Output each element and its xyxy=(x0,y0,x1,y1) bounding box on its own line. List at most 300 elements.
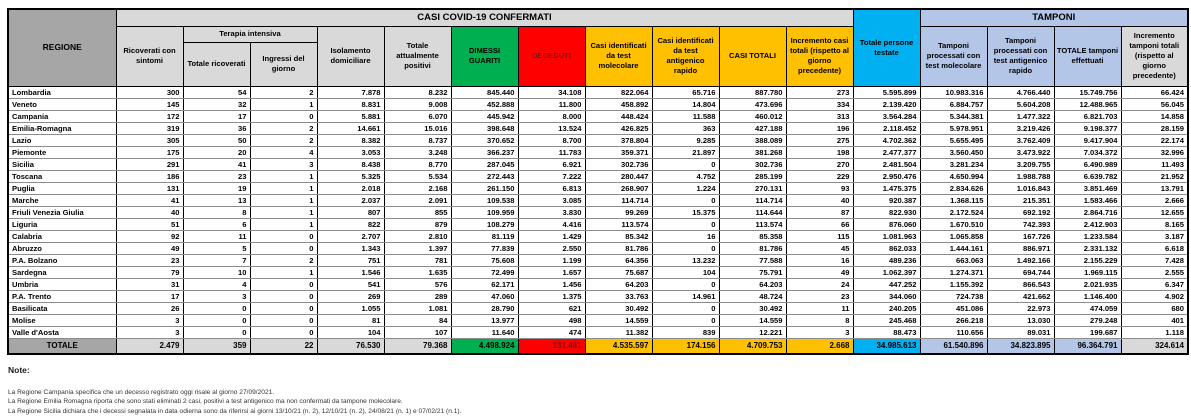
cell-terapia-totale: 11 xyxy=(183,230,250,242)
cell-incremento-casi: 115 xyxy=(786,230,853,242)
header-incremento-casi: Incremento casi totali (rispetto al giorno precedente) xyxy=(786,26,853,86)
cell-incremento-tamponi: 56.045 xyxy=(1121,98,1188,110)
cell-incremento-tamponi: 14.858 xyxy=(1121,110,1188,122)
cell-tamponi-totale: 199.687 xyxy=(1054,326,1121,338)
cell-regione: Lazio xyxy=(8,134,116,146)
cell-tamponi-totale: 12.488.965 xyxy=(1054,98,1121,110)
cell-persone-testate: 876.060 xyxy=(853,218,920,230)
cell-isolamento: 1.055 xyxy=(317,302,384,314)
cell-terapia-ingressi: 2 xyxy=(250,86,317,98)
table-row xyxy=(8,86,1188,98)
cell-regione: Liguria xyxy=(8,218,116,230)
cell-casi-totali: 12.221 xyxy=(719,326,786,338)
cell-isolamento: 104 xyxy=(317,326,384,338)
cell-dimessi-guariti: 366.237 xyxy=(451,146,518,158)
cell-tamponi-totale: 9.417.904 xyxy=(1054,134,1121,146)
table-row xyxy=(8,146,1188,158)
cell-isolamento: 807 xyxy=(317,206,384,218)
header-attualmente-positivi: Totale attualmente positivi xyxy=(384,26,451,86)
cell-dimessi-guariti: 62.171 xyxy=(451,278,518,290)
cell-persone-testate: 822.930 xyxy=(853,206,920,218)
cell-incremento-tamponi: 401 xyxy=(1121,314,1188,326)
cell-casi-totali: 77.588 xyxy=(719,254,786,266)
cell-terapia-ingressi: 0 xyxy=(250,110,317,122)
cell-terapia-ingressi: 2 xyxy=(250,122,317,134)
cell-terapia-totale: 5 xyxy=(183,242,250,254)
cell-casi-antigenico: 65.716 xyxy=(652,86,719,98)
cell-casi-molecolare: 75.687 xyxy=(585,266,652,278)
cell-terapia-ingressi: 1 xyxy=(250,98,317,110)
cell-incremento-casi: 16 xyxy=(786,254,853,266)
cell-dimessi-guariti: 108.279 xyxy=(451,218,518,230)
header-tamponi-totale: TOTALE tamponi effettuati xyxy=(1054,26,1121,86)
cell-casi-antigenico: 16 xyxy=(652,230,719,242)
cell-regione: Marche xyxy=(8,194,116,206)
cell-regione: Abruzzo xyxy=(8,242,116,254)
cell-attualmente-positivi: 781 xyxy=(384,254,451,266)
cell-isolamento: 7.878 xyxy=(317,86,384,98)
header-incremento-tamponi: Incremento tamponi totali (rispetto al giorno precedente) xyxy=(1121,26,1188,86)
cell-terapia-ingressi: 3 xyxy=(250,158,317,170)
cell-casi-antigenico: 0 xyxy=(652,314,719,326)
cell-ricoverati-sintomi: 291 xyxy=(116,158,183,170)
cell-terapia-ingressi: 4 xyxy=(250,146,317,158)
table-row xyxy=(8,314,1188,326)
table-row xyxy=(8,194,1188,206)
cell-terapia-totale: 17 xyxy=(183,110,250,122)
cell-terapia-totale: 10 xyxy=(183,266,250,278)
cell-deceduti: 1.657 xyxy=(518,266,585,278)
cell-persone-testate: 2.139.420 xyxy=(853,98,920,110)
cell-attualmente-positivi: 2.810 xyxy=(384,230,451,242)
cell-regione: Piemonte xyxy=(8,146,116,158)
cell-isolamento: 541 xyxy=(317,278,384,290)
cell-dimessi-guariti: 75.608 xyxy=(451,254,518,266)
header-casi-test-molecolare: Casi identificati da test molecolare xyxy=(585,26,652,86)
cell-casi-molecolare: 280.447 xyxy=(585,170,652,182)
note-line: La Regione Sicilia dichiara che i decessi segnalata in data odierna sono da riferirsi ai giorni 13/10/21 (n. 2), 12/10/21 (n. 2), 24/08/21 (n. 1) e 07/02/21 (n.1). xyxy=(8,407,462,415)
cell-terapia-ingressi: 0 xyxy=(250,278,317,290)
cell-incremento-casi: 334 xyxy=(786,98,853,110)
cell-incremento-casi: 270 xyxy=(786,158,853,170)
cell-casi-totali: 81.786 xyxy=(719,242,786,254)
cell-attualmente-positivi: 15.016 xyxy=(384,122,451,134)
note-line: La Regione Emilia Romagna riporta che sono stati eliminati 2 casi, positivi a test antigenico ma non confermati da tampone molecolare. xyxy=(8,398,403,406)
cell-casi-antigenico: 1.224 xyxy=(652,182,719,194)
cell-terapia-ingressi: 0 xyxy=(250,242,317,254)
covid-table xyxy=(7,8,1189,355)
cell-persone-testate: 2.477.377 xyxy=(853,146,920,158)
cell-tamponi-totale: 279.248 xyxy=(1054,314,1121,326)
cell-tamponi-antigenico: 167.726 xyxy=(987,230,1054,242)
cell-tamponi-antigenico: 886.971 xyxy=(987,242,1054,254)
cell-casi-molecolare: 448.424 xyxy=(585,110,652,122)
cell-ricoverati-sintomi: 40 xyxy=(116,206,183,218)
cell-terapia-totale: 8 xyxy=(183,206,250,218)
cell-casi-molecolare: 81.786 xyxy=(585,242,652,254)
cell-casi-totali: 64.203 xyxy=(719,278,786,290)
cell-tamponi-molecolare: 5.344.381 xyxy=(920,110,987,122)
notes-lines xyxy=(8,388,1191,417)
cell-tamponi-molecolare: 1.444.161 xyxy=(920,242,987,254)
cell-regione: Basilicata xyxy=(8,302,116,314)
cell-persone-testate: 3.564.284 xyxy=(853,110,920,122)
cell-regione: P.A. Bolzano xyxy=(8,254,116,266)
cell-deceduti: 1.375 xyxy=(518,290,585,302)
cell-persone-testate: 1.081.963 xyxy=(853,230,920,242)
header-tamponi-molecolare: Tamponi processati con test molecolare xyxy=(920,26,987,86)
cell-deceduti: 6.921 xyxy=(518,158,585,170)
cell-persone-testate: 2.481.504 xyxy=(853,158,920,170)
header-terapia-intensiva: Terapia intensiva xyxy=(183,26,317,42)
cell-terapia-totale: 0 xyxy=(183,326,250,338)
cell-tamponi-molecolare: 2.172.524 xyxy=(920,206,987,218)
cell-tamponi-antigenico: 866.543 xyxy=(987,278,1054,290)
cell-ricoverati-sintomi: 305 xyxy=(116,134,183,146)
cell-persone-testate: 88.473 xyxy=(853,326,920,338)
cell-isolamento: 2.037 xyxy=(317,194,384,206)
cell-casi-antigenico: 0 xyxy=(652,194,719,206)
cell-persone-testate: 2.118.452 xyxy=(853,122,920,134)
cell-attualmente-positivi: 2.168 xyxy=(384,182,451,194)
cell-ricoverati-sintomi: 172 xyxy=(116,110,183,122)
cell-ricoverati-sintomi: 17 xyxy=(116,290,183,302)
totale-cell-incremento-tamponi: 324.614 xyxy=(1121,338,1188,354)
table-row xyxy=(8,122,1188,134)
cell-isolamento: 81 xyxy=(317,314,384,326)
cell-dimessi-guariti: 452.888 xyxy=(451,98,518,110)
cell-ricoverati-sintomi: 300 xyxy=(116,86,183,98)
totale-cell-tamponi-totale: 96.364.791 xyxy=(1054,338,1121,354)
cell-tamponi-antigenico: 5.604.208 xyxy=(987,98,1054,110)
cell-incremento-tamponi: 2.666 xyxy=(1121,194,1188,206)
cell-terapia-ingressi: 0 xyxy=(250,290,317,302)
cell-isolamento: 269 xyxy=(317,290,384,302)
cell-casi-antigenico: 14.961 xyxy=(652,290,719,302)
cell-tamponi-antigenico: 22.973 xyxy=(987,302,1054,314)
cell-casi-totali: 285.199 xyxy=(719,170,786,182)
cell-dimessi-guariti: 845.440 xyxy=(451,86,518,98)
cell-ricoverati-sintomi: 49 xyxy=(116,242,183,254)
cell-tamponi-totale: 6.639.782 xyxy=(1054,170,1121,182)
cell-casi-molecolare: 114.714 xyxy=(585,194,652,206)
cell-tamponi-antigenico: 1.492.166 xyxy=(987,254,1054,266)
cell-isolamento: 8.438 xyxy=(317,158,384,170)
cell-casi-antigenico: 104 xyxy=(652,266,719,278)
cell-terapia-totale: 23 xyxy=(183,170,250,182)
cell-ricoverati-sintomi: 31 xyxy=(116,278,183,290)
cell-incremento-casi: 313 xyxy=(786,110,853,122)
cell-incremento-tamponi: 1.118 xyxy=(1121,326,1188,338)
cell-tamponi-totale: 2.155.229 xyxy=(1054,254,1121,266)
cell-casi-antigenico: 363 xyxy=(652,122,719,134)
cell-casi-antigenico: 14.804 xyxy=(652,98,719,110)
cell-incremento-casi: 87 xyxy=(786,206,853,218)
cell-casi-molecolare: 64.203 xyxy=(585,278,652,290)
cell-deceduti: 498 xyxy=(518,314,585,326)
totale-row xyxy=(8,338,1188,354)
cell-deceduti: 11.783 xyxy=(518,146,585,158)
cell-terapia-totale: 4 xyxy=(183,278,250,290)
table-row xyxy=(8,230,1188,242)
cell-terapia-ingressi: 0 xyxy=(250,314,317,326)
cell-tamponi-antigenico: 694.744 xyxy=(987,266,1054,278)
totale-cell-terapia-ingressi: 22 xyxy=(250,338,317,354)
cell-casi-molecolare: 33.763 xyxy=(585,290,652,302)
cell-dimessi-guariti: 81.119 xyxy=(451,230,518,242)
cell-terapia-ingressi: 2 xyxy=(250,254,317,266)
cell-tamponi-totale: 6.490.989 xyxy=(1054,158,1121,170)
table-row xyxy=(8,98,1188,110)
cell-deceduti: 3.085 xyxy=(518,194,585,206)
cell-dimessi-guariti: 370.652 xyxy=(451,134,518,146)
cell-dimessi-guariti: 109.959 xyxy=(451,206,518,218)
header-casi-test-antigenico: Casi identificati da test antigenico rapido xyxy=(652,26,719,86)
table-header xyxy=(8,9,1188,86)
cell-deceduti: 13.524 xyxy=(518,122,585,134)
cell-attualmente-positivi: 2.091 xyxy=(384,194,451,206)
cell-regione: Veneto xyxy=(8,98,116,110)
cell-tamponi-totale: 2.021.935 xyxy=(1054,278,1121,290)
cell-deceduti: 474 xyxy=(518,326,585,338)
cell-incremento-casi: 273 xyxy=(786,86,853,98)
cell-terapia-ingressi: 1 xyxy=(250,170,317,182)
cell-regione: Emilia-Romagna xyxy=(8,122,116,134)
cell-casi-molecolare: 822.064 xyxy=(585,86,652,98)
table-body xyxy=(8,86,1188,354)
cell-dimessi-guariti: 272.443 xyxy=(451,170,518,182)
cell-persone-testate: 5.595.899 xyxy=(853,86,920,98)
cell-deceduti: 1.429 xyxy=(518,230,585,242)
cell-attualmente-positivi: 3.248 xyxy=(384,146,451,158)
cell-tamponi-antigenico: 1.988.788 xyxy=(987,170,1054,182)
totale-cell-isolamento: 76.530 xyxy=(317,338,384,354)
cell-casi-totali: 460.012 xyxy=(719,110,786,122)
cell-casi-molecolare: 268.907 xyxy=(585,182,652,194)
header-dimessi-guariti: DIMESSI GUARITI xyxy=(451,26,518,86)
notes-title: Note: xyxy=(8,364,30,375)
cell-attualmente-positivi: 8.737 xyxy=(384,134,451,146)
cell-isolamento: 8.831 xyxy=(317,98,384,110)
cell-terapia-totale: 0 xyxy=(183,302,250,314)
cell-dimessi-guariti: 47.060 xyxy=(451,290,518,302)
cell-isolamento: 2.018 xyxy=(317,182,384,194)
cell-casi-antigenico: 0 xyxy=(652,278,719,290)
table-row xyxy=(8,170,1188,182)
cell-casi-totali: 48.724 xyxy=(719,290,786,302)
cell-ricoverati-sintomi: 41 xyxy=(116,194,183,206)
cell-incremento-casi: 3 xyxy=(786,326,853,338)
cell-casi-totali: 14.559 xyxy=(719,314,786,326)
cell-casi-totali: 388.089 xyxy=(719,134,786,146)
cell-terapia-ingressi: 1 xyxy=(250,266,317,278)
cell-tamponi-antigenico: 13.030 xyxy=(987,314,1054,326)
cell-casi-molecolare: 85.342 xyxy=(585,230,652,242)
cell-incremento-tamponi: 28.159 xyxy=(1121,122,1188,134)
cell-deceduti: 34.108 xyxy=(518,86,585,98)
cell-isolamento: 2.707 xyxy=(317,230,384,242)
covid-report-page xyxy=(0,8,1191,419)
cell-casi-molecolare: 426.825 xyxy=(585,122,652,134)
totale-cell-deceduti: 131.461 xyxy=(518,338,585,354)
cell-tamponi-antigenico: 3.762.409 xyxy=(987,134,1054,146)
totale-cell-terapia-totale: 359 xyxy=(183,338,250,354)
table-row xyxy=(8,182,1188,194)
cell-tamponi-totale: 2.412.903 xyxy=(1054,218,1121,230)
cell-ricoverati-sintomi: 26 xyxy=(116,302,183,314)
cell-casi-antigenico: 0 xyxy=(652,242,719,254)
cell-incremento-tamponi: 8.165 xyxy=(1121,218,1188,230)
cell-casi-molecolare: 30.492 xyxy=(585,302,652,314)
cell-incremento-casi: 45 xyxy=(786,242,853,254)
totale-cell-casi-molecolare: 4.535.597 xyxy=(585,338,652,354)
cell-tamponi-molecolare: 6.884.757 xyxy=(920,98,987,110)
cell-incremento-tamponi: 680 xyxy=(1121,302,1188,314)
cell-attualmente-positivi: 576 xyxy=(384,278,451,290)
cell-regione: P.A. Trento xyxy=(8,290,116,302)
cell-attualmente-positivi: 1.397 xyxy=(384,242,451,254)
cell-casi-antigenico: 21.897 xyxy=(652,146,719,158)
cell-tamponi-molecolare: 1.155.392 xyxy=(920,278,987,290)
cell-casi-totali: 427.188 xyxy=(719,122,786,134)
cell-persone-testate: 4.702.362 xyxy=(853,134,920,146)
cell-tamponi-totale: 15.749.756 xyxy=(1054,86,1121,98)
cell-tamponi-molecolare: 110.656 xyxy=(920,326,987,338)
cell-regione: Friuli Venezia Giulia xyxy=(8,206,116,218)
cell-dimessi-guariti: 398.648 xyxy=(451,122,518,134)
cell-ricoverati-sintomi: 131 xyxy=(116,182,183,194)
totale-cell-dimessi-guariti: 4.498.924 xyxy=(451,338,518,354)
cell-deceduti: 1.199 xyxy=(518,254,585,266)
cell-tamponi-antigenico: 1.477.322 xyxy=(987,110,1054,122)
cell-incremento-tamponi: 21.952 xyxy=(1121,170,1188,182)
totale-cell-tamponi-molecolare: 61.540.896 xyxy=(920,338,987,354)
cell-incremento-tamponi: 2.555 xyxy=(1121,266,1188,278)
cell-incremento-tamponi: 66.424 xyxy=(1121,86,1188,98)
cell-persone-testate: 344.060 xyxy=(853,290,920,302)
cell-tamponi-molecolare: 451.086 xyxy=(920,302,987,314)
cell-incremento-tamponi: 12.655 xyxy=(1121,206,1188,218)
cell-terapia-ingressi: 0 xyxy=(250,302,317,314)
cell-dimessi-guariti: 13.977 xyxy=(451,314,518,326)
header-regione: REGIONE xyxy=(8,9,116,86)
cell-casi-totali: 114.644 xyxy=(719,206,786,218)
cell-tamponi-totale: 1.233.584 xyxy=(1054,230,1121,242)
cell-dimessi-guariti: 72.499 xyxy=(451,266,518,278)
cell-isolamento: 5.325 xyxy=(317,170,384,182)
header-isolamento-domiciliare: Isolamento domiciliare xyxy=(317,26,384,86)
cell-attualmente-positivi: 1.081 xyxy=(384,302,451,314)
cell-tamponi-totale: 6.821.703 xyxy=(1054,110,1121,122)
cell-casi-antigenico: 11.588 xyxy=(652,110,719,122)
cell-persone-testate: 489.236 xyxy=(853,254,920,266)
cell-ricoverati-sintomi: 92 xyxy=(116,230,183,242)
cell-deceduti: 621 xyxy=(518,302,585,314)
cell-casi-antigenico: 15.375 xyxy=(652,206,719,218)
cell-isolamento: 751 xyxy=(317,254,384,266)
cell-ricoverati-sintomi: 319 xyxy=(116,122,183,134)
cell-tamponi-molecolare: 266.218 xyxy=(920,314,987,326)
totale-cell-persone-testate: 34.985.613 xyxy=(853,338,920,354)
cell-incremento-casi: 229 xyxy=(786,170,853,182)
cell-terapia-totale: 6 xyxy=(183,218,250,230)
cell-regione: Sicilia xyxy=(8,158,116,170)
cell-deceduti: 2.550 xyxy=(518,242,585,254)
header-terapia-totale-ricoverati: Totale ricoverati xyxy=(183,42,250,86)
cell-regione: Calabria xyxy=(8,230,116,242)
totale-cell-ricoverati-sintomi: 2.479 xyxy=(116,338,183,354)
cell-tamponi-totale: 474.059 xyxy=(1054,302,1121,314)
cell-tamponi-totale: 1.146.400 xyxy=(1054,290,1121,302)
cell-incremento-tamponi: 13.791 xyxy=(1121,182,1188,194)
cell-attualmente-positivi: 107 xyxy=(384,326,451,338)
cell-incremento-tamponi: 6.618 xyxy=(1121,242,1188,254)
cell-casi-molecolare: 113.574 xyxy=(585,218,652,230)
cell-dimessi-guariti: 287.045 xyxy=(451,158,518,170)
cell-casi-antigenico: 9.285 xyxy=(652,134,719,146)
cell-incremento-casi: 93 xyxy=(786,182,853,194)
cell-terapia-ingressi: 0 xyxy=(250,230,317,242)
table-row xyxy=(8,290,1188,302)
totale-cell-casi-totali: 4.709.753 xyxy=(719,338,786,354)
cell-persone-testate: 1.475.375 xyxy=(853,182,920,194)
cell-dimessi-guariti: 11.640 xyxy=(451,326,518,338)
cell-casi-molecolare: 302.736 xyxy=(585,158,652,170)
cell-casi-molecolare: 99.269 xyxy=(585,206,652,218)
cell-tamponi-molecolare: 5.978.951 xyxy=(920,122,987,134)
cell-deceduti: 3.830 xyxy=(518,206,585,218)
cell-casi-totali: 381.268 xyxy=(719,146,786,158)
header-ricoverati-sintomi: Ricoverati con sintomi xyxy=(116,26,183,86)
cell-tamponi-antigenico: 692.192 xyxy=(987,206,1054,218)
cell-tamponi-molecolare: 4.650.994 xyxy=(920,170,987,182)
cell-persone-testate: 2.950.476 xyxy=(853,170,920,182)
cell-tamponi-molecolare: 1.670.510 xyxy=(920,218,987,230)
cell-dimessi-guariti: 445.942 xyxy=(451,110,518,122)
cell-deceduti: 7.222 xyxy=(518,170,585,182)
table-row xyxy=(8,278,1188,290)
cell-tamponi-totale: 1.969.115 xyxy=(1054,266,1121,278)
cell-tamponi-totale: 3.851.469 xyxy=(1054,182,1121,194)
cell-isolamento: 8.382 xyxy=(317,134,384,146)
cell-casi-totali: 114.714 xyxy=(719,194,786,206)
cell-casi-antigenico: 0 xyxy=(652,302,719,314)
cell-dimessi-guariti: 28.790 xyxy=(451,302,518,314)
cell-dimessi-guariti: 77.839 xyxy=(451,242,518,254)
cell-incremento-casi: 49 xyxy=(786,266,853,278)
cell-terapia-ingressi: 0 xyxy=(250,326,317,338)
cell-regione: Lombardia xyxy=(8,86,116,98)
cell-terapia-totale: 41 xyxy=(183,158,250,170)
cell-attualmente-positivi: 6.070 xyxy=(384,110,451,122)
cell-tamponi-antigenico: 1.016.843 xyxy=(987,182,1054,194)
note-line: La Regione Campania specifica che un decesso registrato oggi risale al giorno 27/09/2021. xyxy=(8,388,275,396)
cell-incremento-casi: 275 xyxy=(786,134,853,146)
notes-section xyxy=(8,365,1191,417)
cell-terapia-totale: 54 xyxy=(183,86,250,98)
cell-ricoverati-sintomi: 79 xyxy=(116,266,183,278)
totale-cell-casi-antigenico: 174.156 xyxy=(652,338,719,354)
cell-ricoverati-sintomi: 175 xyxy=(116,146,183,158)
cell-persone-testate: 447.252 xyxy=(853,278,920,290)
cell-casi-totali: 30.492 xyxy=(719,302,786,314)
cell-incremento-casi: 40 xyxy=(786,194,853,206)
totale-cell-attualmente-positivi: 79.368 xyxy=(384,338,451,354)
cell-incremento-tamponi: 7.428 xyxy=(1121,254,1188,266)
cell-isolamento: 822 xyxy=(317,218,384,230)
cell-deceduti: 8.700 xyxy=(518,134,585,146)
cell-attualmente-positivi: 8.232 xyxy=(384,86,451,98)
